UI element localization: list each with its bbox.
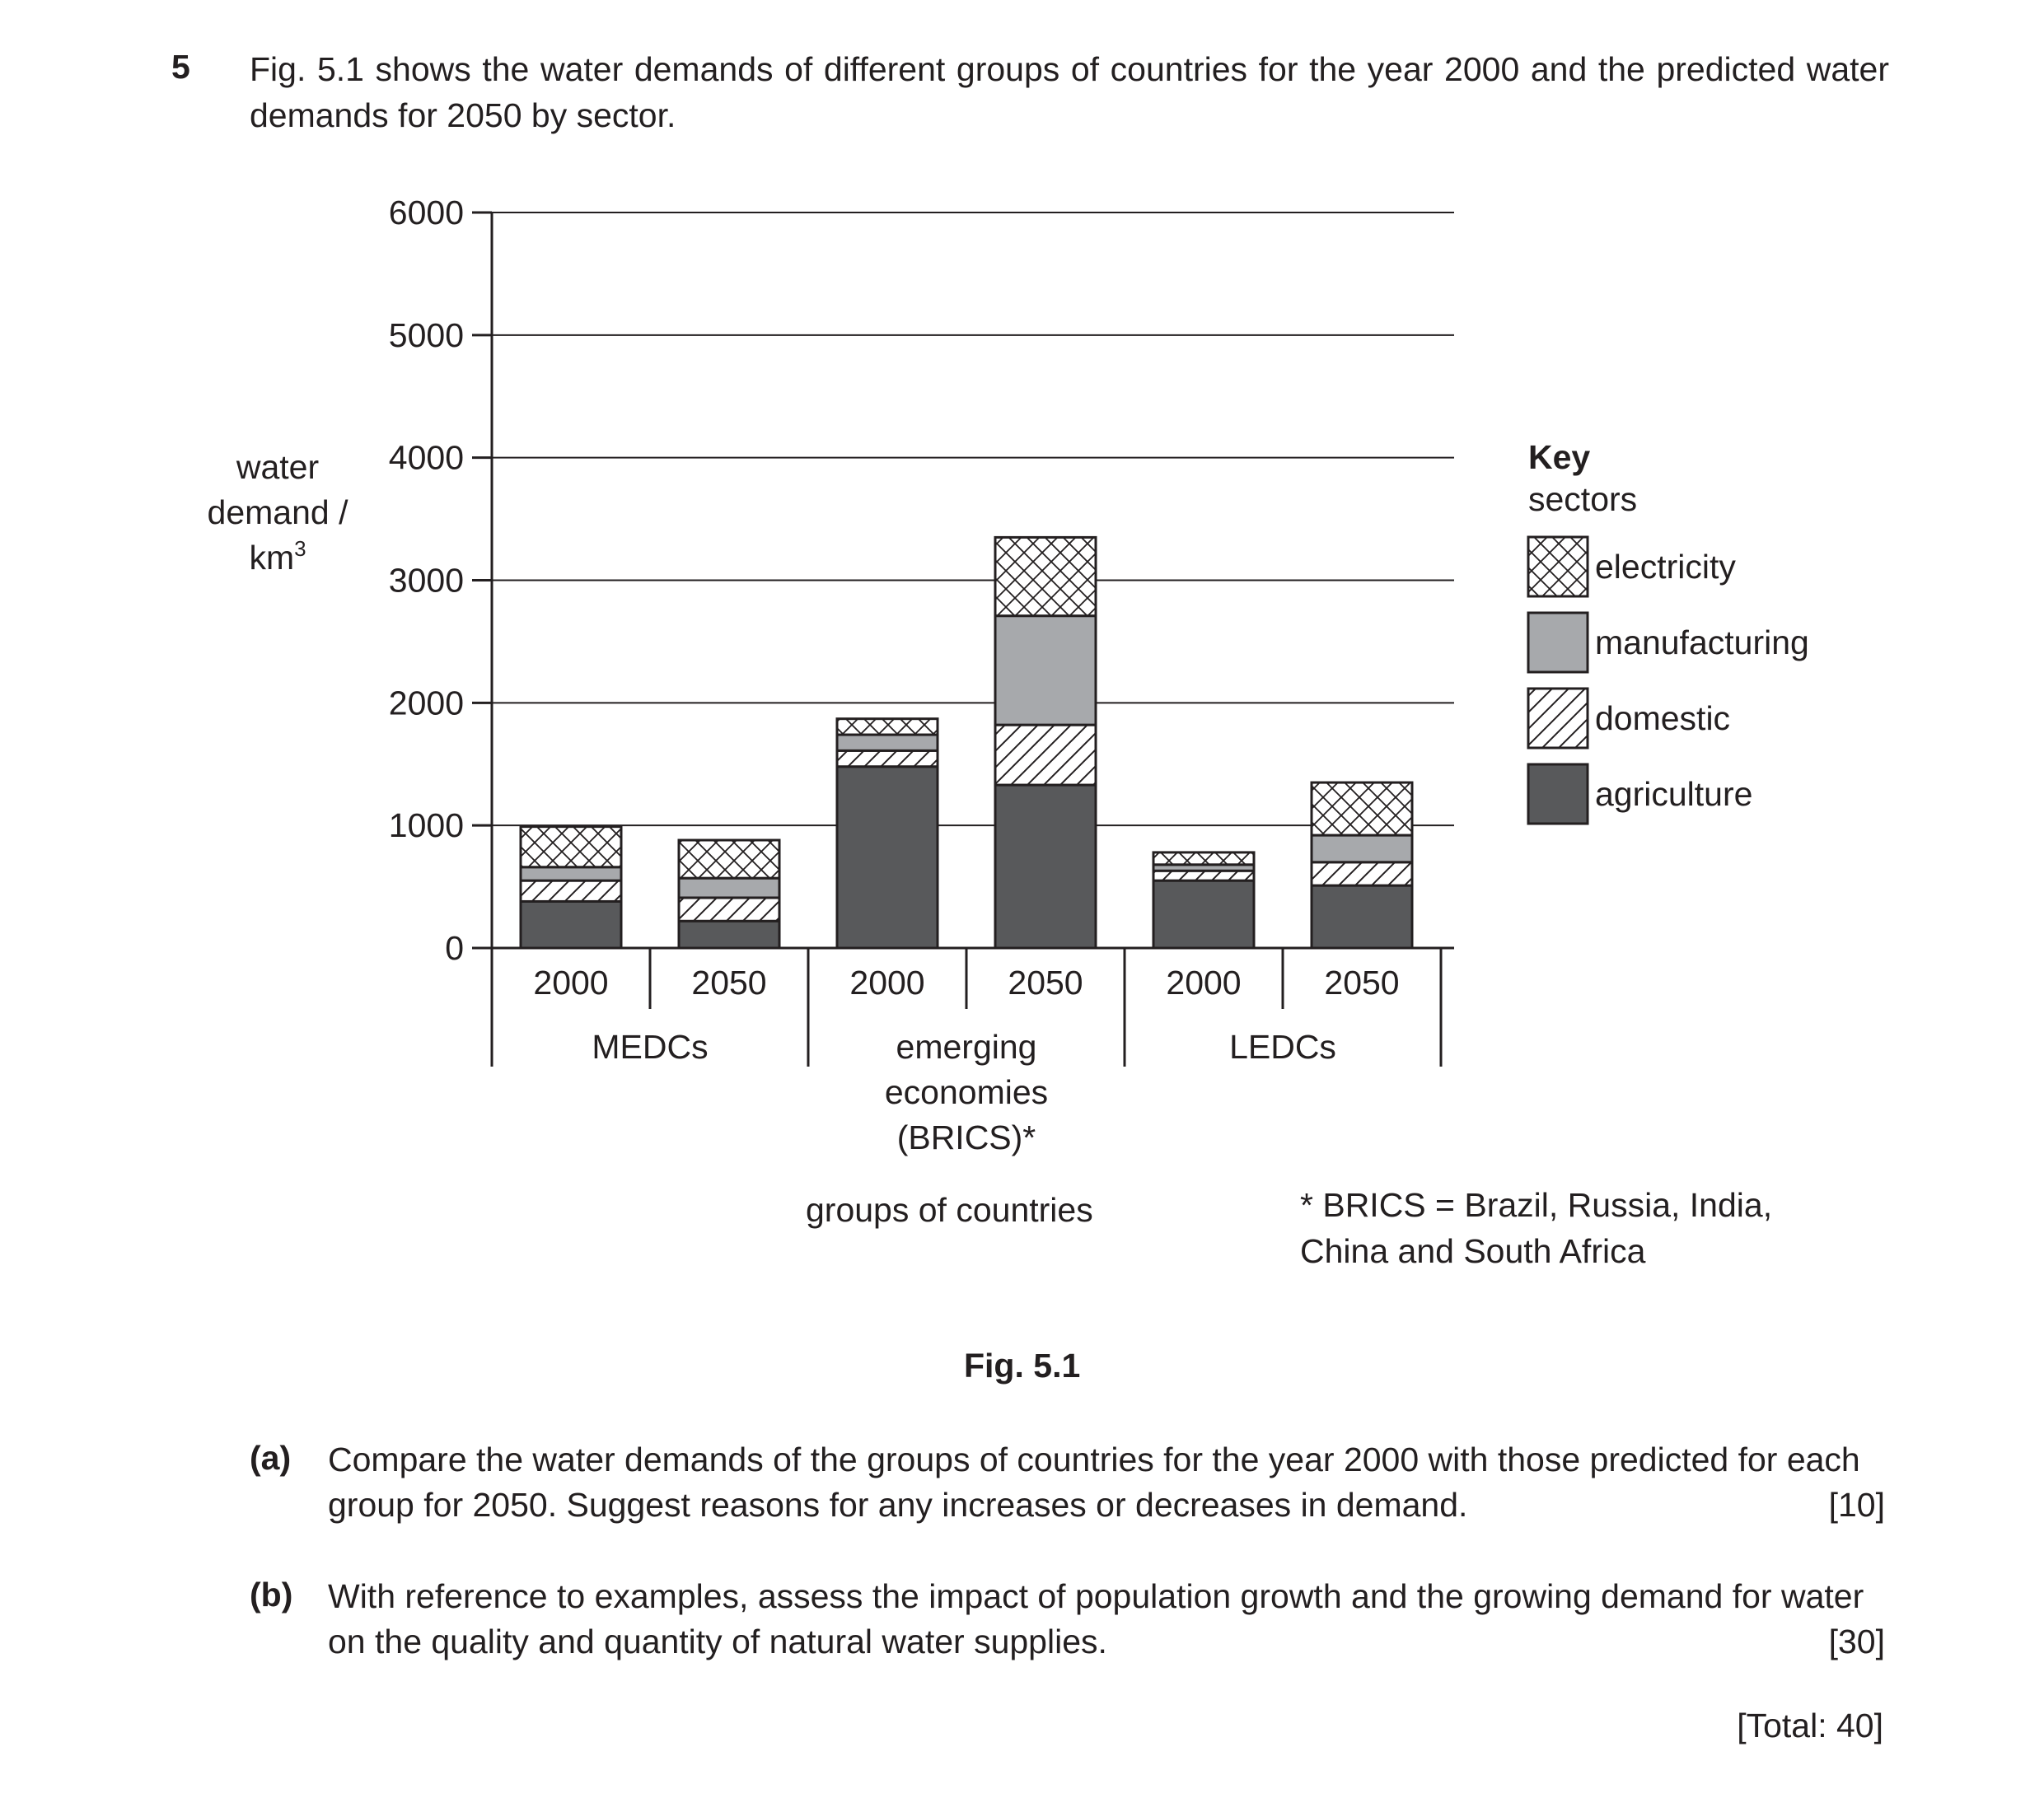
part-a-text: Compare the water demands of the groups of countries for the year 2000 with those predicted for each group for 2050. Suggest reasons for any increases or decreases in demand. bbox=[328, 1441, 1860, 1524]
bar-segment-manufacturing-1 bbox=[679, 878, 779, 898]
bar-segment-agriculture-1 bbox=[679, 921, 779, 948]
legend-label-manufacturing: manufacturing bbox=[1595, 623, 1809, 661]
part-a-marks: [10] bbox=[1828, 1486, 1885, 1524]
x-tick-label-3: 2050 bbox=[1008, 964, 1083, 1002]
y-tick-label-6000: 6000 bbox=[388, 194, 464, 231]
group-label-1-line-1: economies bbox=[884, 1073, 1049, 1111]
brics-footnote bbox=[1300, 1182, 1772, 1274]
bar-segment-agriculture-2 bbox=[837, 767, 938, 948]
y-axis-title-line-3 bbox=[183, 535, 372, 581]
y-axis-title bbox=[183, 445, 372, 581]
y-tick-label-3000: 3000 bbox=[388, 561, 464, 600]
bar-segment-electricity-3 bbox=[995, 537, 1096, 615]
y-tick-label-5000: 5000 bbox=[388, 315, 464, 354]
part-b-marks: [30] bbox=[1828, 1623, 1885, 1660]
bar-segment-agriculture-5 bbox=[1312, 885, 1412, 948]
bar-segment-domestic-2 bbox=[837, 750, 938, 766]
bar-segment-agriculture-0 bbox=[521, 901, 621, 948]
bar-segment-manufacturing-3 bbox=[995, 616, 1096, 725]
bar-segment-domestic-0 bbox=[521, 880, 621, 901]
bar-segment-agriculture-4 bbox=[1153, 880, 1254, 948]
part-b-text: With reference to examples, assess the impact of population growth and the growing demand for water on the quality and quantity of natural water supplies. bbox=[328, 1577, 1864, 1660]
x-tick-label-2: 2000 bbox=[849, 964, 925, 1002]
bar-segment-electricity-0 bbox=[521, 827, 621, 867]
x-tick-label-0: 2000 bbox=[533, 964, 609, 1002]
y-axis-unit-exponent: 3 bbox=[294, 536, 306, 561]
x-tick-label-5: 2050 bbox=[1324, 964, 1400, 1002]
legend-swatch-domestic bbox=[1528, 689, 1588, 748]
legend-label-domestic: domestic bbox=[1595, 699, 1731, 737]
y-axis-unit: km bbox=[249, 539, 295, 577]
legend-swatch-agriculture bbox=[1528, 764, 1588, 824]
legend-label-electricity: electricity bbox=[1595, 548, 1736, 586]
part-b-question bbox=[328, 1574, 1885, 1665]
y-axis-title-line-2: demand / bbox=[207, 493, 348, 531]
y-axis-title-line-1: water bbox=[236, 448, 320, 486]
x-tick-label-4: 2000 bbox=[1166, 964, 1242, 1002]
legend-label-agriculture: agriculture bbox=[1595, 775, 1753, 813]
group-label-2-line-0: LEDCs bbox=[1229, 1028, 1336, 1066]
x-tick-label-1: 2050 bbox=[691, 964, 767, 1002]
bar-segment-manufacturing-0 bbox=[521, 867, 621, 880]
footnote-line-1: * BRICS = Brazil, Russia, India, bbox=[1300, 1186, 1773, 1224]
legend-subtitle: sectors bbox=[1528, 480, 1638, 518]
part-a-tag: (a) bbox=[250, 1439, 292, 1477]
bar-segment-domestic-5 bbox=[1312, 862, 1412, 885]
y-tick-label-1000: 1000 bbox=[388, 806, 464, 845]
legend-title: Key bbox=[1528, 438, 1591, 476]
part-b-tag: (b) bbox=[250, 1576, 293, 1614]
legend-swatch-manufacturing bbox=[1528, 613, 1588, 672]
bar-segment-domestic-4 bbox=[1153, 871, 1254, 880]
part-a-question bbox=[328, 1437, 1885, 1528]
bar-segment-electricity-1 bbox=[679, 840, 779, 878]
footnote-line-2: China and South Africa bbox=[1300, 1232, 1646, 1270]
bar-segment-domestic-3 bbox=[995, 725, 1096, 785]
bar-segment-manufacturing-5 bbox=[1312, 835, 1412, 862]
bar-segment-electricity-5 bbox=[1312, 782, 1412, 835]
total-marks: [Total: 40] bbox=[1737, 1707, 1883, 1744]
question-intro: Fig. 5.1 shows the water demands of different groups of countries for the year 2000 and the predicted water demands for 2050 by sector. bbox=[250, 50, 1889, 134]
bar-segment-electricity-4 bbox=[1153, 852, 1254, 865]
question-number: 5 bbox=[171, 48, 190, 86]
bar-segment-manufacturing-2 bbox=[837, 735, 938, 750]
y-tick-label-4000: 4000 bbox=[388, 438, 464, 477]
figure-caption: Fig. 5.1 bbox=[964, 1347, 1081, 1385]
group-label-1-line-0: emerging bbox=[896, 1028, 1037, 1066]
legend-swatch-electricity bbox=[1528, 537, 1588, 596]
group-label-0-line-0: MEDCs bbox=[592, 1028, 709, 1066]
group-label-1-line-2: (BRICS)* bbox=[896, 1118, 1036, 1156]
x-axis-title: groups of countries bbox=[806, 1191, 1093, 1229]
y-tick-label-0: 0 bbox=[445, 929, 464, 967]
bar-segment-electricity-2 bbox=[837, 719, 938, 735]
bar-segment-agriculture-3 bbox=[995, 785, 1096, 948]
y-tick-label-2000: 2000 bbox=[388, 684, 464, 722]
bar-segment-domestic-1 bbox=[679, 898, 779, 921]
